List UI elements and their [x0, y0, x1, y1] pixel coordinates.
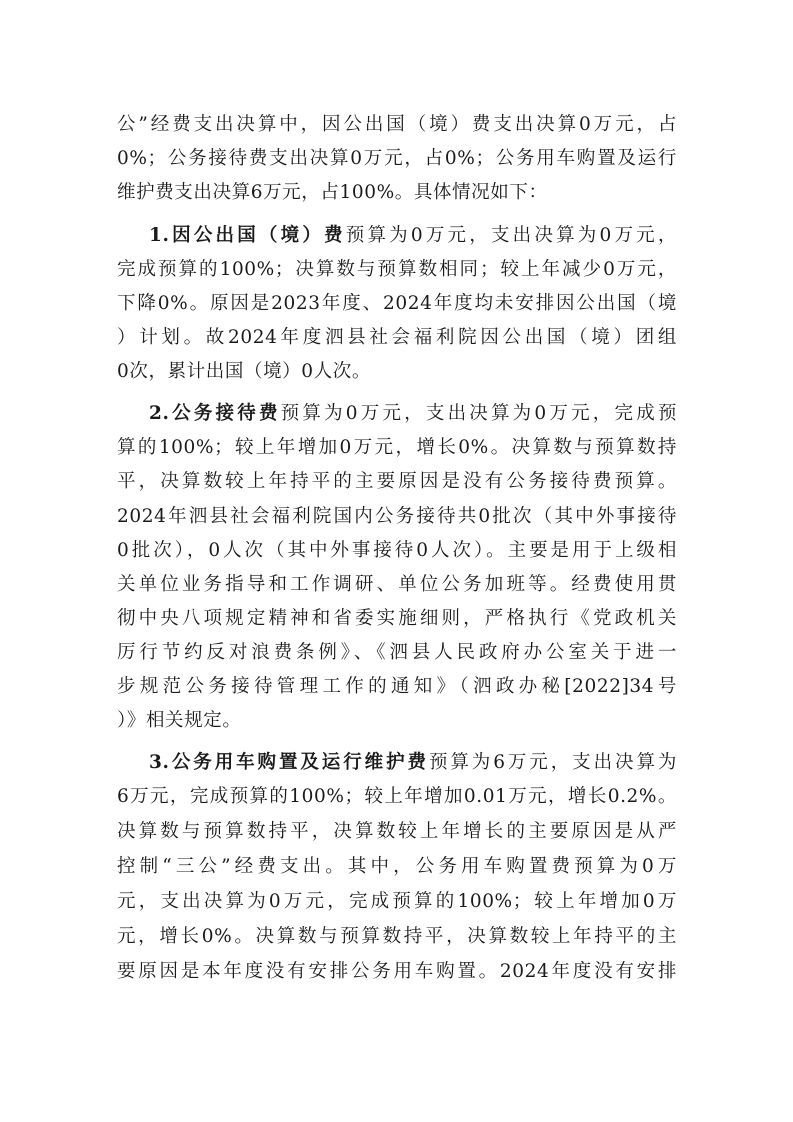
text-line: 关单位业务指导和工作调研、单位公务加班等。经费使用贯 [117, 574, 677, 595]
text-line: 0批次），0人次（其中外事接待0人次）。主要是用于上级相 [117, 540, 677, 561]
text-line: 0%；公务接待费支出决算0万元，占0%；公务用车购置及运行 [117, 148, 677, 169]
text-line: 元，增长0%。决算数与预算数持平，决算数较上年持平的主 [117, 926, 677, 947]
section-2-heading: 2.公务接待费 [149, 403, 281, 424]
section-3-first-line [149, 746, 677, 780]
text-line: ）》相关规定。 [117, 710, 242, 731]
section-3-text: 预算为6万元，支出决算为 [428, 752, 677, 773]
text-line: 0次，累计出国（境）0人次。 [117, 361, 371, 382]
text-line: 控制“三公”经费支出。其中，公务用车购置费预算为0万 [117, 856, 677, 877]
text-line: 2024年泗县社会福利院国内公务接待共0批次（其中外事接待 [117, 506, 677, 527]
section-3-heading: 3.公务用车购置及运行维护费 [149, 752, 429, 773]
text-line: 完成预算的100%；决算数与预算数相同；较上年减少0万元， [117, 259, 677, 280]
section-1-heading: 1.因公出国（境）费 [149, 225, 346, 246]
text-line: 公”经费支出决算中，因公出国（境）费支出决算0万元，占 [117, 114, 677, 135]
text-line: 算的100%；较上年增加0万元，增长0%。决算数与预算数持 [117, 437, 677, 458]
text-line: 彻中央八项规定精神和省委实施细则，严格执行《党政机关 [117, 608, 677, 629]
section-2-text: 预算为0万元，支出决算为0万元，完成预 [280, 403, 677, 424]
section-1-first-line [149, 219, 677, 253]
section-1-text: 预算为0万元，支出决算为0万元， [345, 225, 677, 246]
section-2-first-line [149, 397, 677, 431]
text-line: 下降0%。原因是2023年度、2024年度均未安排因公出国（境 [117, 293, 677, 314]
text-line: ）计划。故2024年度泗县社会福利院因公出国（境）团组 [117, 327, 677, 348]
text-line: 维护费支出决算6万元，占100%。具体情况如下： [117, 182, 548, 203]
text-line: 要原因是本年度没有安排公务用车购置。2024年度没有安排 [117, 961, 677, 982]
text-line: 6万元，完成预算的100%；较上年增加0.01万元，增长0.2%。 [117, 786, 677, 807]
text-line: 决算数与预算数持平，决算数较上年增长的主要原因是从严 [117, 821, 677, 842]
text-line: 厉行节约反对浪费条例》、《泗县人民政府办公室关于进一 [117, 642, 677, 663]
text-line: 步规范公务接待管理工作的通知》（泗政办秘[2022]34号 [117, 676, 677, 697]
text-line: 平，决算数较上年持平的主要原因是没有公务接待费预算。 [117, 471, 677, 492]
text-line: 元，支出决算为0万元，完成预算的100%；较上年增加0万 [117, 891, 677, 912]
